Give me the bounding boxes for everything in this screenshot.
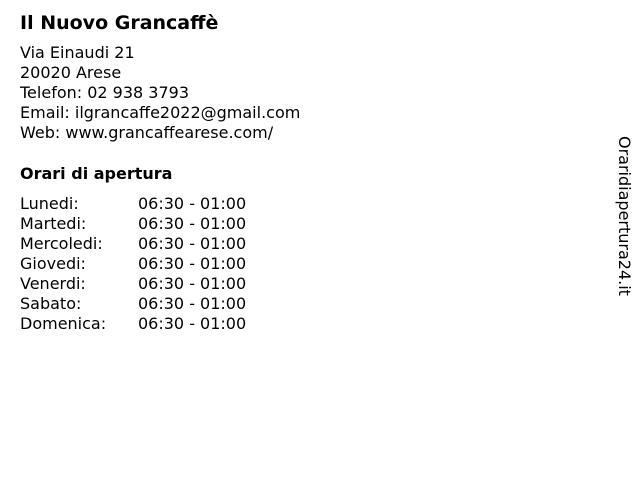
time-range: 06:30 - 01:00 — [138, 294, 247, 313]
street-address: Via Einaudi 21 — [20, 43, 135, 62]
opening-hours-heading: Orari di apertura — [20, 164, 173, 183]
day-label: Giovedi: — [20, 254, 86, 273]
time-range: 06:30 - 01:00 — [138, 194, 247, 213]
hours-row-thursday — [20, 254, 246, 274]
hours-row-sunday — [20, 314, 246, 334]
hours-row-saturday — [20, 294, 246, 314]
business-name: Il Nuovo Grancaffè — [20, 12, 219, 34]
time-range: 06:30 - 01:00 — [138, 274, 247, 293]
day-label: Venerdi: — [20, 274, 86, 293]
email-address: Email: ilgrancaffe2022@gmail.com — [20, 103, 301, 122]
hours-row-friday — [20, 274, 246, 294]
hours-row-wednesday — [20, 234, 246, 254]
contact-info — [20, 43, 300, 143]
city-postcode: 20020 Arese — [20, 63, 122, 82]
time-range: 06:30 - 01:00 — [138, 234, 247, 253]
day-label: Domenica: — [20, 314, 107, 333]
hours-row-monday — [20, 194, 246, 214]
day-label: Martedi: — [20, 214, 87, 233]
time-range: 06:30 - 01:00 — [138, 214, 247, 233]
time-range: 06:30 - 01:00 — [138, 254, 247, 273]
opening-hours-list — [20, 194, 246, 334]
time-range: 06:30 - 01:00 — [138, 314, 247, 333]
website-address: Web: www.grancaffearese.com/ — [20, 123, 274, 142]
day-label: Mercoledi: — [20, 234, 103, 253]
day-label: Lunedi: — [20, 194, 79, 213]
phone-number: Telefon: 02 938 3793 — [20, 83, 190, 102]
hours-row-tuesday — [20, 214, 246, 234]
site-brand-vertical: Oraridiapertura24.it — [615, 136, 634, 296]
day-label: Sabato: — [20, 294, 82, 313]
